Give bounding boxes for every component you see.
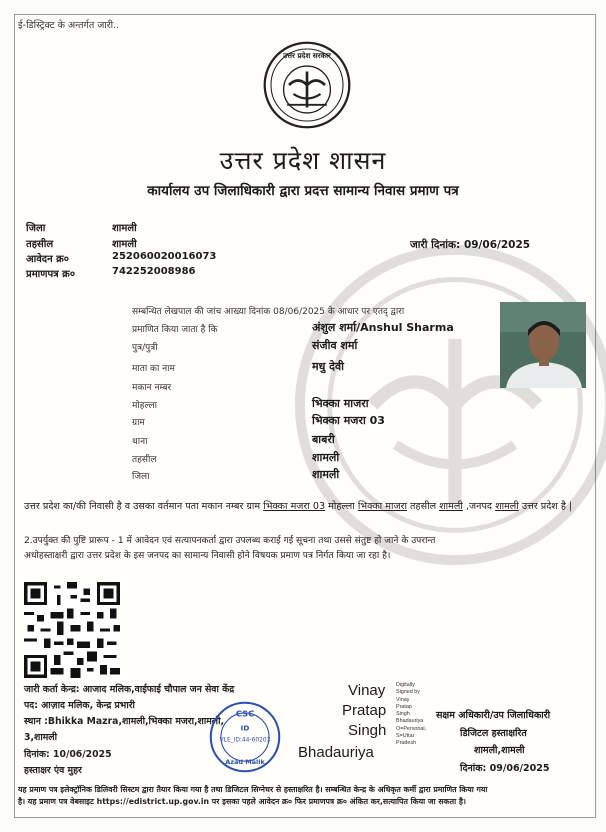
officer-date: दिनांक: 09/06/2025 — [460, 763, 550, 774]
verification-line-1: 2.उपर्युक्त की पुष्टि प्रारूप - 1 में आवेदन एवं सत्यापनकर्ता द्वारा उपलब्ध कराई गई सूचना तथा उससे संतुष्ट हो जाने के उपरान्त — [24, 536, 436, 546]
svg-text:CSC: CSC — [235, 708, 255, 719]
police-station-value: बाबरी — [312, 433, 335, 446]
top-note: ई-डिस्ट्रिक्ट के अन्तर्गत जारी.. — [18, 20, 120, 31]
house-label: मकान नम्बर — [132, 383, 172, 393]
application-number: 252060020016073 — [112, 251, 217, 262]
footer-line1: यह प्रमाण पत्र इलेक्ट्रॉनिक डिलिवरी सिस्टम द्वारा तैयार किया गया है तथा डिजिटल सिग्नेचर से हस्ताक्षरित है। सम्बन्धित केन्द्र के अधिकृत कर्मी द्वारा प्रमाणित किया गया — [18, 785, 488, 794]
certify-label: प्रमाणित किया जाता है कि — [132, 325, 218, 335]
svg-text:VLE_ID:44-60203: VLE_ID:44-60203 — [219, 737, 271, 744]
issuer-post: पद: आज़ाद मलिक, केन्द्र प्रभारी — [24, 700, 135, 711]
issuer-signature-label: हस्ताक्षर एंव मुहर — [24, 765, 82, 776]
application-label: आवेदन क्र० — [26, 254, 70, 265]
svg-text:Azad Malik: Azad Malik — [225, 757, 265, 766]
village-value: भिक्का मजरा 03 — [312, 414, 385, 427]
mohalla-label: मोहल्ला — [132, 401, 157, 411]
issue-date: जारी दिनांक: 09/06/2025 — [410, 239, 531, 251]
detail-district-label: जिला — [132, 472, 150, 482]
district-label: जिला — [26, 223, 46, 234]
mother-value: मधु देवी — [312, 360, 344, 373]
qr-code — [24, 582, 120, 678]
detail-district-value: शामली — [312, 468, 340, 481]
tehsil-value: शामली — [112, 239, 137, 250]
svg-text:ID: ID — [240, 723, 250, 733]
officer-title: सक्षम अधिकारी/उप जिलाधिकारी — [436, 710, 551, 721]
digital-signature-note: Digitally Signed by Vinay Pratap Singh Bhadauriya O=Personal, S=Uttar Pradesh — [396, 682, 427, 747]
svg-text:उत्तर प्रदेश सरकार: उत्तर प्रदेश सरकार — [283, 51, 331, 60]
footer-note — [18, 784, 592, 808]
village-label: ग्राम — [132, 418, 145, 428]
mohalla-value: भिक्का माजरा — [312, 397, 369, 410]
signature-line3: Singh — [348, 722, 387, 739]
intro-line: सम्बन्धित लेखपाल की जांच आख्या दिनांक 08/06/2025 के आधार पर एतद् द्वारा — [132, 307, 405, 317]
verification-line-2: अधोहस्ताक्षरी द्वारा उत्तर प्रदेश के इस जनपद का सामान्य निवासी होने विषयक प्रमाण पत्र निर्गत किया जा रहा है। — [24, 551, 391, 561]
parent-label: पुत्र/पुत्री — [132, 343, 158, 353]
footer-line2: है। यह प्रमाण पत्र वेबसाइट https://edistrict.up.gov.in पर इसका पहले आवेदन क्र० फिर प्रमाणपत्र क्र० अंकित कर,सत्यापित किया जा सकता है। — [18, 797, 466, 806]
issuer-center: जारी कर्ता केन्द्र: आजाद मलिक,वाईफाई चौपाल जन सेवा केंद्र — [24, 684, 235, 695]
signature-line4: Bhadauriya — [298, 744, 374, 761]
police-station-label: थाना — [132, 437, 148, 447]
parent-value: संजीव शर्मा — [312, 339, 358, 352]
name-value: अंशुल शर्मा/Anshul Sharma — [312, 321, 454, 334]
mother-label: माता का नाम — [132, 364, 175, 374]
csc-stamp — [208, 700, 282, 774]
officer-digital: डिजिटल हस्ताक्षरित — [460, 728, 527, 739]
certificate-subtitle: कार्यालय उप जिलाधिकारी द्वारा प्रदत्त सामान्य निवास प्रमाण पत्र — [147, 183, 459, 199]
detail-tehsil-label: तहसील — [132, 455, 157, 465]
up-government-emblem — [262, 40, 352, 130]
certificate-number-label: प्रमाणपत्र क्र० — [26, 269, 76, 280]
officer-location: शामली,शामली — [474, 745, 525, 756]
issuer-place-line2: 3,शामली — [24, 732, 58, 743]
tehsil-label: तहसील — [26, 239, 54, 250]
applicant-photo — [500, 302, 586, 388]
signature-line1: Vinay — [348, 682, 386, 699]
certificate-number: 742252008986 — [112, 266, 196, 277]
district-value: शामली — [112, 223, 137, 234]
signature-line2: Pratap — [342, 702, 387, 719]
detail-tehsil-value: शामली — [312, 451, 340, 464]
certificate-title: उत्तर प्रदेश शासन — [219, 146, 387, 175]
issuer-date: दिनांक: 10/06/2025 — [24, 749, 112, 760]
issuer-place-line1: स्थान :Bhikka Mazra,शामली,भिक्का मजरा,शामली, — [24, 716, 225, 727]
address-paragraph: उत्तर प्रदेश का/की निवासी है व उसका वर्तमान पता मकान नम्बर ग्राम भिक्का मजरा 03 मोहल्ला भिक्का माजरा तहसील शामली ,जनपद शामली उत्तर प्रदेश है | — [24, 501, 573, 512]
